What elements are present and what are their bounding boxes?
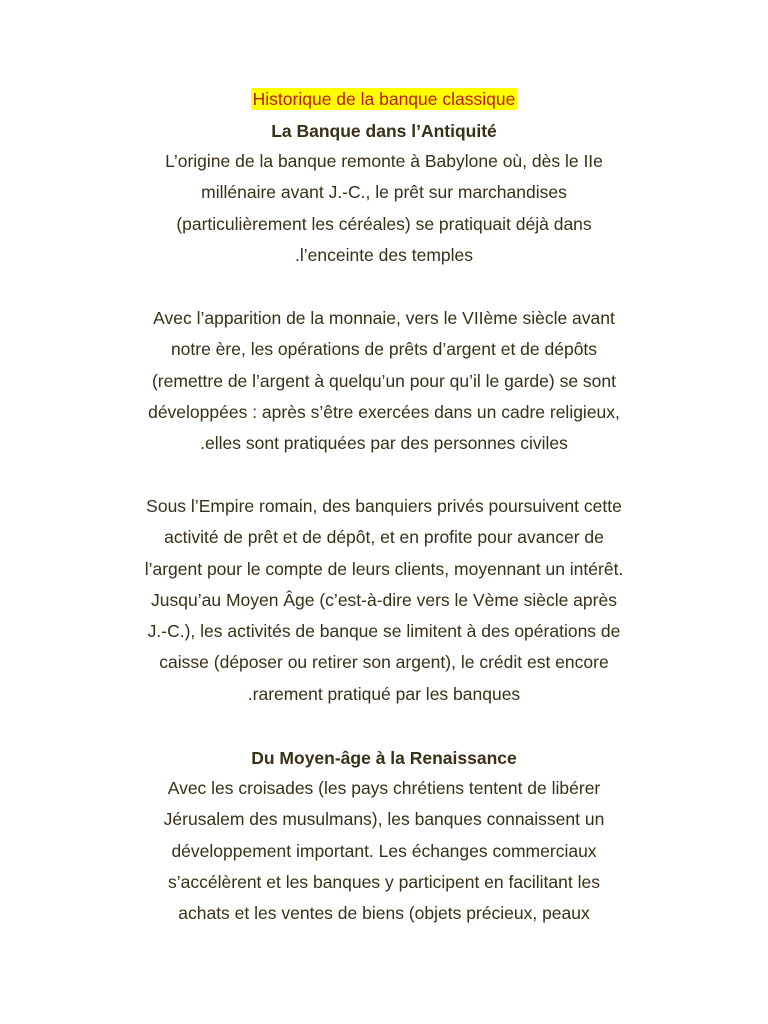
paragraph-line: Jérusalem des musulmans), les banques connaissent un	[163, 809, 605, 830]
paragraph-line: Avec l’apparition de la monnaie, vers le VIIème siècle avant	[153, 308, 615, 328]
paragraph-line: .rarement pratiqué par les banques	[247, 683, 521, 704]
paragraph-line: l’argent pour le compte de leurs clients, moyennant un intérêt.	[144, 558, 624, 579]
section-heading-moyen-age: Du Moyen-âge à la Renaissance	[251, 748, 517, 768]
document-title-highlight: Historique de la banque classique	[252, 89, 516, 109]
paragraph-line: (particulièrement les céréales) se pratiquait déjà dans	[176, 213, 592, 234]
paragraph-empire-romain	[0, 491, 768, 710]
paragraph-line: Avec les croisades (les pays chrétiens tentent de libérer	[167, 778, 601, 798]
paragraph-line: J.-C.), les activités de banque se limitent à des opérations de	[147, 621, 621, 642]
paragraph-croisades	[0, 773, 768, 929]
paragraph-line: (remettre de l’argent à quelqu’un pour qu’il le garde) se sont	[151, 370, 617, 391]
paragraph-line: .elles sont pratiquées par des personnes civiles	[200, 433, 568, 454]
paragraph-line: notre ère, les opérations de prêts d’argent et de dépôts	[170, 339, 598, 360]
paragraph-line: Jusqu’au Moyen Âge (c’est-à-dire vers le Vème siècle après	[151, 589, 617, 610]
paragraph-line: caisse (déposer ou retirer son argent), le crédit est encore	[159, 652, 609, 673]
document-title	[0, 86, 768, 112]
paragraph-line: millénaire avant J.-C., le prêt sur marchandises	[201, 182, 567, 203]
paragraph-line: développées : après s’être exercées dans un cadre religieux,	[148, 401, 620, 422]
paragraph-line: Sous l’Empire romain, des banquiers privés poursuivent cette	[146, 496, 622, 516]
paragraph-monnaie	[0, 303, 768, 459]
paragraph-line: .l’enceinte des temples	[294, 244, 474, 265]
paragraph-babylone	[0, 146, 768, 271]
paragraph-line: achats et les ventes de biens (objets précieux, peaux	[178, 903, 590, 924]
paragraph-line: s’accélèrent et les banques y participent en facilitant les	[168, 871, 600, 892]
paragraph-line: développement important. Les échanges commerciaux	[171, 840, 597, 861]
paragraph-line: L’origine de la banque remonte à Babylone où, dès le IIe	[165, 151, 603, 171]
section-heading-antiquite: La Banque dans l’Antiquité	[271, 121, 497, 141]
paragraph-line: activité de prêt et de dépôt, et en profite pour avancer de	[164, 527, 604, 548]
